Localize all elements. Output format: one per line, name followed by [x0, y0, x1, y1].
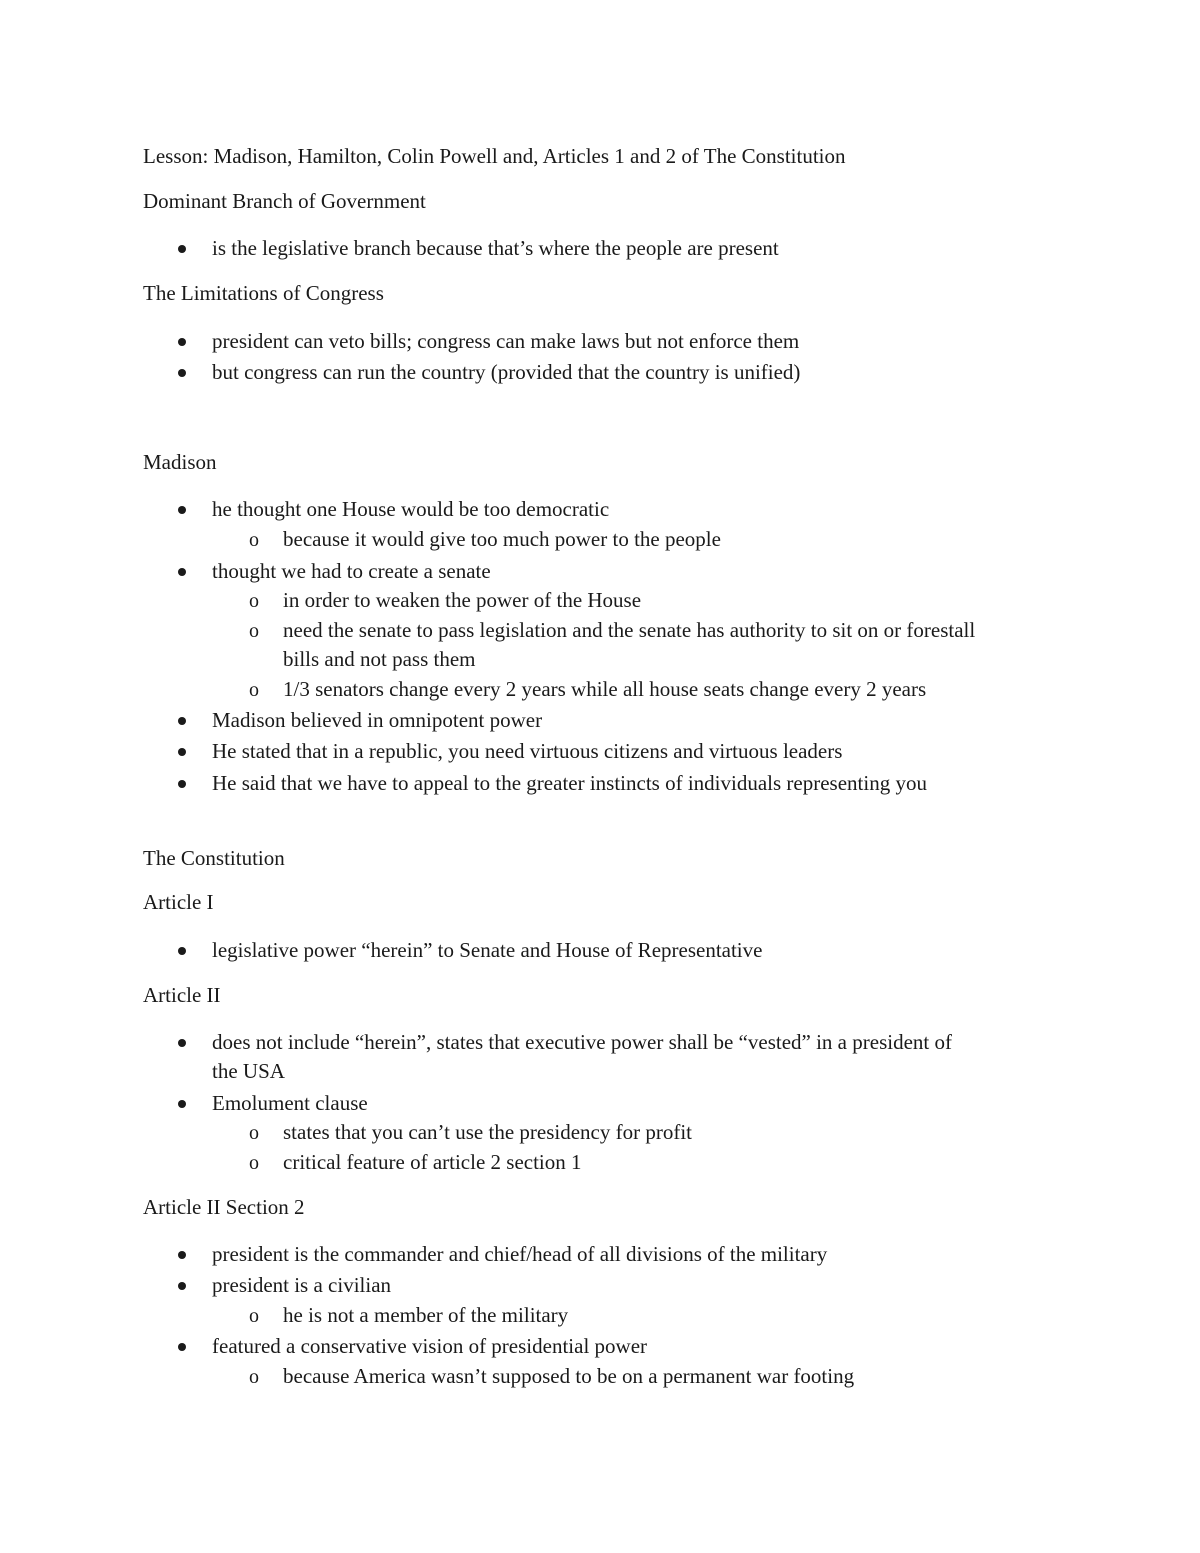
list-item: Madison believed in omnipotent power: [212, 708, 543, 732]
list-item: 1/3 senators change every 2 years while all house seats change every 2 years: [283, 677, 927, 701]
section-heading-article-2: Article II: [143, 983, 221, 1007]
lesson-title: Lesson: Madison, Hamilton, Colin Powell and, Articles 1 and 2 of The Constitution: [143, 144, 846, 168]
list-item: in order to weaken the power of the House: [283, 588, 642, 612]
bullet-icon: [178, 1282, 186, 1290]
bullet-icon: [178, 1100, 186, 1108]
sub-bullet-icon: o: [249, 590, 259, 612]
section-heading-article-1: Article I: [143, 890, 214, 914]
bullet-icon: [178, 748, 186, 756]
bullet-icon: [178, 369, 186, 377]
list-item: need the senate to pass legislation and the senate has authority to sit on or forestall: [283, 618, 976, 642]
bullet-icon: [178, 1251, 186, 1259]
sub-bullet-icon: o: [249, 529, 259, 551]
bullet-icon: [178, 717, 186, 725]
list-item: thought we had to create a senate: [212, 559, 491, 583]
list-item: He stated that in a republic, you need virtuous citizens and virtuous leaders: [212, 739, 843, 763]
sub-bullet-icon: o: [249, 1305, 259, 1327]
sub-bullet-icon: o: [249, 620, 259, 642]
bullet-icon: [178, 1343, 186, 1351]
bullet-icon: [178, 568, 186, 576]
section-heading-limitations: The Limitations of Congress: [143, 281, 384, 305]
bullet-icon: [178, 780, 186, 788]
sub-bullet-icon: o: [249, 1122, 259, 1144]
section-heading-constitution: The Constitution: [143, 846, 285, 870]
list-item: states that you can’t use the presidency for profit: [283, 1120, 692, 1144]
bullet-icon: [178, 947, 186, 955]
list-item: Emolument clause: [212, 1091, 368, 1115]
section-heading-article-2-section-2: Article II Section 2: [143, 1195, 305, 1219]
list-item: president is the commander and chief/head of all divisions of the military: [212, 1242, 828, 1266]
list-item: featured a conservative vision of presidential power: [212, 1334, 648, 1358]
list-item-continuation: bills and not pass them: [283, 647, 476, 671]
list-item: is the legislative branch because that’s where the people are present: [212, 236, 779, 260]
section-heading-madison: Madison: [143, 450, 217, 474]
bullet-icon: [178, 506, 186, 514]
list-item: does not include “herein”, states that executive power shall be “vested” in a president of: [212, 1030, 952, 1054]
list-item: but congress can run the country (provided that the country is unified): [212, 360, 801, 384]
list-item: he is not a member of the military: [283, 1303, 569, 1327]
list-item-continuation: the USA: [212, 1059, 285, 1083]
list-item: he thought one House would be too democratic: [212, 497, 610, 521]
sub-bullet-icon: o: [249, 1152, 259, 1174]
bullet-icon: [178, 1039, 186, 1047]
list-item: legislative power “herein” to Senate and House of Representative: [212, 938, 763, 962]
bullet-icon: [178, 338, 186, 346]
list-item: critical feature of article 2 section 1: [283, 1150, 582, 1174]
section-heading-dominant-branch: Dominant Branch of Government: [143, 189, 426, 213]
sub-bullet-icon: o: [249, 1366, 259, 1388]
list-item: president is a civilian: [212, 1273, 392, 1297]
bullet-icon: [178, 245, 186, 253]
list-item: president can veto bills; congress can make laws but not enforce them: [212, 329, 800, 353]
list-item: He said that we have to appeal to the greater instincts of individuals representing you: [212, 771, 927, 795]
list-item: because America wasn’t supposed to be on a permanent war footing: [283, 1364, 855, 1388]
list-item: because it would give too much power to the people: [283, 527, 721, 551]
sub-bullet-icon: o: [249, 679, 259, 701]
